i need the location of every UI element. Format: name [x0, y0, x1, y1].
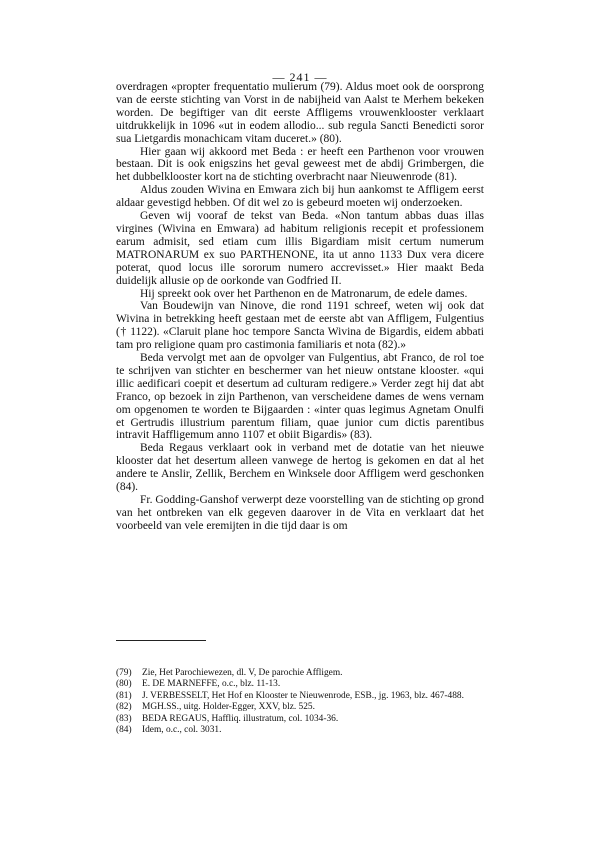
footnote-text: BEDA REGAUS, Haffliq. illustratum, col. 1034-36. [142, 713, 339, 724]
footnote [116, 725, 484, 736]
footnote-number: (83) [116, 713, 132, 724]
footnote-text: J. VERBESSELT, Het Hof en Klooster te Nieuwenrode, ESB., jg. 1963, blz. 467-488. [142, 690, 464, 701]
paragraph: Geven wij vooraf de tekst van Beda. «Non tantum abbas duas illas virgines (Wivina en Emwara) ad habitum religionis recepit et professionem earum admisit, sed etiam cum illis Bigardiam misit certum numerum MATRONARUM ex suo PARTHENONE, ita ut anno 1133 Dux vera dicere poterat, quod locus ille sororum numero accrevisset.» Hier maakt Beda duidelijk allusie op de oorkonde van Godfried II. [116, 210, 484, 287]
body-text [116, 81, 484, 533]
paragraph: Aldus zouden Wivina en Emwara zich bij hun aankomst te Affligem eerst aldaar gevestigd hebben. Of dit wel zo is gebeurd moeten wij onderzoeken. [116, 184, 484, 210]
paragraph: Van Boudewijn van Ninove, die rond 1191 schreef, weten wij ook dat Wivina in betrekking heeft gestaan met de eerste abt van Affligem, Fulgentius († 1122). «Claruit plane hoc tempore Sancta Wivina de Bigardis, eidem abbati tam pro religione quam pro castimonia familiaris et nota (82).» [116, 300, 484, 352]
footnote-number: (81) [116, 690, 132, 701]
paragraph: Beda Regaus verklaart ook in verband met de dotatie van het nieuwe klooster dat het desertum alleen vanwege de hertog is gekomen en dat al het andere te Anslir, Zellik, Berchem en Winksele door Affligem werd geschonken (84). [116, 442, 484, 494]
footnote-text: MGH.SS., uitg. Holder-Egger, XXV, blz. 525. [142, 702, 315, 713]
paragraph: Hier gaan wij akkoord met Beda : er heeft een Parthenon voor vrouwen bestaan. Dit is ook enigszins het geval geweest met de abdij Grimbergen, die het dubbelklooster kort na de stichting overbracht naar Nieuwenrode (81). [116, 145, 484, 184]
footnote-number: (82) [116, 702, 132, 713]
footnote-text: E. DE MARNEFFE, o.c., blz. 11-13. [142, 679, 281, 690]
footnotes [116, 668, 484, 736]
paragraph: overdragen «propter frequentatio mulierum (79). Aldus moet ook de oorsprong van de eerste stichting van Vorst in de nabijheid van Aalst te Merhem bekeken worden. De begiftiger van dit eerste Affligems vrouwenklooster verklaart uitdrukkelijk in 1096 «ut in eodem allodio... sub regula Sancti Benedicti soror sua Lietgardis monachicam vitam duceret.» (80). [116, 81, 484, 145]
footnote [116, 702, 484, 713]
paragraph: Fr. Godding-Ganshof verwerpt deze voorstelling van de stichting op grond van het ontbreken van elk gegeven daarover in de Vita en verklaart dat het voorbeeld van vele eremijten in die tijd daar is om [116, 494, 484, 532]
footnote-number: (79) [116, 668, 132, 678]
footnote [116, 714, 484, 725]
footnote-divider [116, 640, 206, 641]
footnote-number: (80) [116, 679, 132, 690]
footnote [116, 679, 484, 690]
footnote [116, 668, 484, 679]
footnote-text: Idem, o.c., col. 3031. [142, 725, 222, 736]
page-number: — 241 — [272, 70, 328, 84]
footnote-number: (84) [116, 725, 132, 736]
footnote [116, 691, 484, 702]
footnote-text: Zie, Het Parochiewezen, dl. V, De parochie Affligem. [142, 668, 343, 678]
paragraph: Beda vervolgt met aan de opvolger van Fulgentius, abt Franco, de rol toe te schrijven van stichter en beschermer van het nieuw ontstane klooster. «qui illic aedificari coepit et desertum ad culturam redigere.» Verder zegt hij dat abt Franco, op bezoek in zijn Parthenon, van verscheidene dames de wens vernam om opgenomen te worden te Bijgaarden : «inter quas legimus Agnetam Onulfi et Gertrudis illustrium parentum filiam, quae junior cum dictis parentibus intravit Haffligemum anno 1107 et obiit Bigardis» (83). [116, 352, 484, 442]
paragraph: Hij spreekt ook over het Parthenon en de Matronarum, de edele dames. [140, 287, 468, 300]
